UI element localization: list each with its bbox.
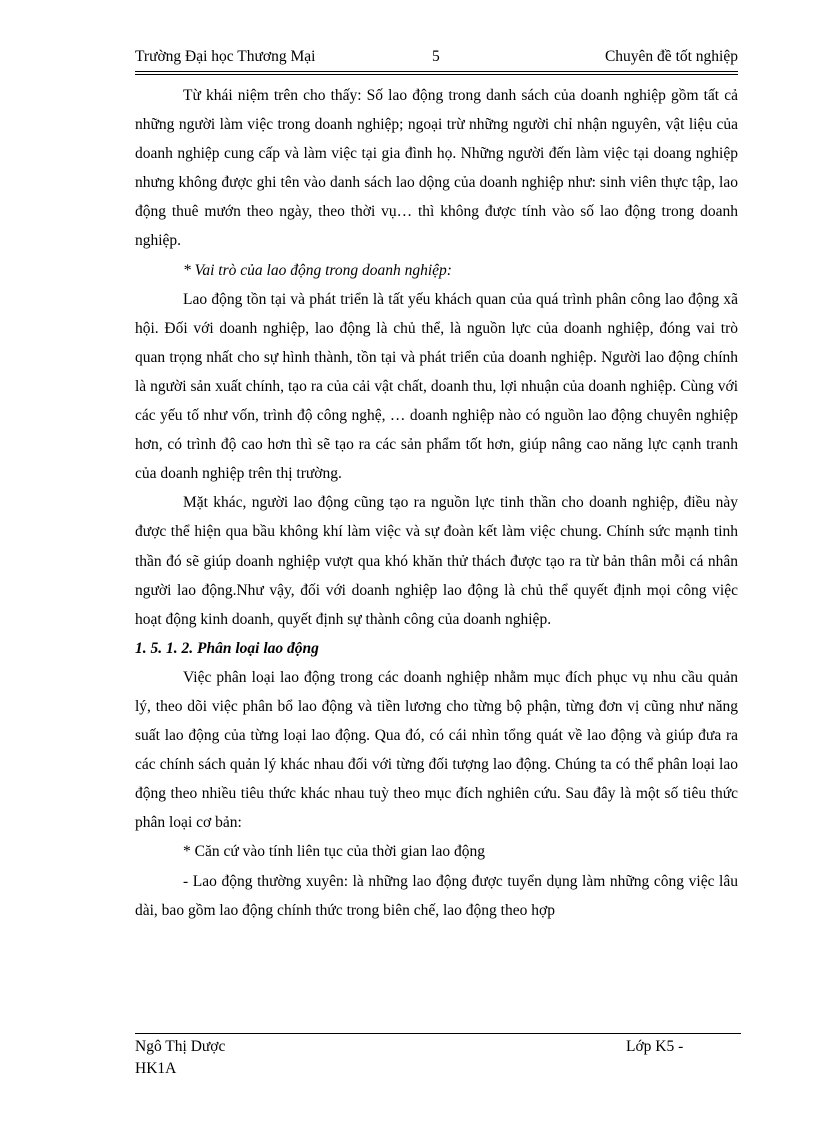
header-page-number: 5 — [432, 48, 440, 65]
paragraph-labor-spirit: Mặt khác, người lao động cũng tạo ra nguồn lực tinh thần cho doanh nghiệp, điều này được thể hiện qua bầu không khí làm việc và sự đoàn kết làm việc chung. Chính sức mạnh tinh thần đó sẽ giúp doanh nghiệp vượt qua khó khăn thử thách được tạo ra từ bản thân mỗi cá nhân người lao động.Như vậy, đối với doanh nghiệp lao động là chủ thể quyết định mọi công việc hoạt động kinh doanh, quyết định sự thành công của doanh nghiệp. — [135, 494, 738, 628]
paragraph-criterion-continuity: * Căn cứ vào tính liên tục của thời gian lao động — [183, 843, 485, 861]
header-document-type: Chuyên đề tốt nghiệp — [604, 48, 738, 65]
header-school-name: Trường Đại học Thương Mại — [135, 48, 316, 65]
header-divider-secondary — [135, 74, 738, 75]
subheading-labor-role: * Vai trò của lao động trong doanh nghiệp: — [183, 261, 452, 279]
paragraph-labor-role: Lao động tồn tại và phát triển là tất yếu khách quan của quá trình phân công lao động xã hội. Đối với doanh nghiệp, lao động là chủ thể, là nguồn lực của doanh nghiệp, đóng vai trò quan trọng nhất cho sự hình thành, tồn tại và phát triển của doanh nghiệp. Người lao động chính là người sản xuất chính, tạo ra của cải vật chất, doanh thu, lợi nhuận của doanh nghiệp. Cùng với các yếu tố như vốn, trình độ công nghệ, … doanh nghiệp nào có nguồn lao động chuyên nghiệp hơn, có trình độ cao hơn thì sẽ tạo ra các sản phẩm tốt hơn, giúp nâng cao năng lực cạnh tranh của doanh nghiệp trên thị trường. — [135, 290, 738, 483]
document-body — [135, 81, 738, 925]
paragraph-regular-labor: - Lao động thường xuyên: là những lao động được tuyển dụng làm những công việc lâu dài, bao gồm lao động chính thức trong biên chế, lao động theo hợp — [135, 872, 738, 919]
footer-class: Lớp K5 - — [626, 1038, 684, 1055]
footer-divider — [135, 1033, 741, 1034]
section-heading-labor-classification: 1. 5. 1. 2. Phân loại lao động — [135, 639, 319, 657]
paragraph-labor-list-definition: Từ khái niệm trên cho thấy: Số lao động trong danh sách của doanh nghiệp gồm tất cả những người làm việc trong doanh nghiệp; ngoại trừ những người chỉ nhận nguyên, vật liệu của doanh nghiệp cung cấp và làm việc tại gia đình họ. Những người đến làm việc tại doang nghiệp nhưng không được ghi tên vào danh sách lao dộng của doanh nghiệp như: sinh viên thực tập, lao động thuê mướn theo ngày, theo thời vụ… thì không được tính vào số lao động trong doanh nghiệp. — [135, 87, 738, 250]
header-divider — [135, 71, 738, 72]
paragraph-classification-purpose: Việc phân loại lao động trong các doanh nghiệp nhằm mục đích phục vụ nhu cầu quản lý, theo dõi việc phân bổ lao động và tiền lương cho từng bộ phận, từng đơn vị cũng như năng suất lao động của từng loại lao động. Qua đó, có cái nhìn tổng quát về lao động và giúp đưa ra các chính sách quản lý khác nhau đối với từng đối tượng lao động. Chúng ta có thể phân loại lao động theo nhiều tiêu thức khác nhau tuỳ theo mục đích nghiên cứu. Sau đây là một số tiêu thức phân loại cơ bản: — [135, 668, 738, 832]
footer-author: Ngô Thị Dược — [135, 1038, 226, 1055]
footer-class-suffix: HK1A — [135, 1060, 177, 1077]
page-header — [135, 48, 738, 70]
